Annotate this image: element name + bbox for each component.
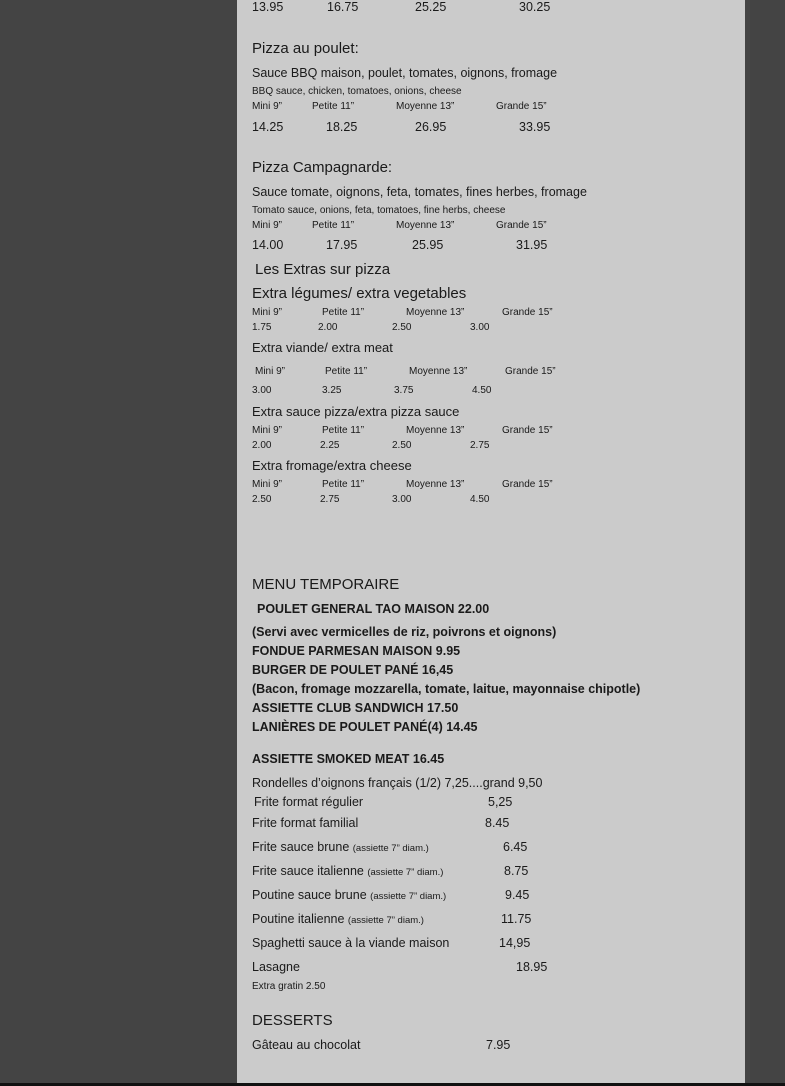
side-price: 9.45 — [505, 888, 530, 902]
side-item: Frite format régulier — [254, 795, 364, 809]
side-item-note: (assiette 7” diam.) — [347, 915, 424, 926]
side-price: 6.45 — [503, 840, 528, 854]
price: 2.00 — [252, 440, 272, 451]
side-price: 8.45 — [485, 816, 510, 830]
price: 2.00 — [318, 322, 338, 333]
side-item-note: (assiette 7” diam.) — [352, 843, 429, 854]
menu-item: ASSIETTE SMOKED MEAT 16.45 — [252, 752, 445, 766]
size-label: Grande 15” — [496, 101, 547, 112]
menu-item: LANIÈRES DE POULET PANÉ(4) 14.45 — [252, 720, 478, 734]
side-item: Frite format familial — [252, 816, 359, 830]
menu-item-note: (Bacon, fromage mozzarella, tomate, laitue, mayonnaise chipotle) — [252, 682, 641, 696]
price: 25.25 — [415, 0, 447, 14]
price: 3.00 — [470, 322, 490, 333]
price: 30.25 — [519, 0, 551, 14]
size-label: Petite 11” — [325, 366, 368, 377]
price: 33.95 — [519, 120, 551, 134]
side-item-name: Frite sauce brune — [252, 840, 350, 854]
size-label: Moyenne 13” — [406, 307, 465, 318]
size-label: Grande 15” — [505, 366, 556, 377]
size-label: Grande 15” — [502, 307, 553, 318]
side-price: 18.95 — [516, 960, 548, 974]
size-label: Mini 9” — [252, 425, 283, 436]
price: 3.25 — [322, 385, 342, 396]
price: 2.50 — [252, 494, 272, 505]
price: 3.00 — [392, 494, 412, 505]
price: 4.50 — [470, 494, 490, 505]
price: 2.75 — [470, 440, 490, 451]
price: 16.75 — [327, 0, 359, 14]
description-en: Tomato sauce, onions, feta, tomatoes, fine herbs, cheese — [252, 205, 506, 216]
side-item — [252, 889, 446, 902]
size-label: Petite 11” — [322, 425, 365, 436]
side-price: 14,95 — [499, 936, 531, 950]
side-item — [252, 865, 443, 878]
size-label: Petite 11” — [322, 307, 365, 318]
side-item — [252, 913, 424, 926]
section-title: MENU TEMPORAIRE — [252, 576, 400, 593]
menu-item: BURGER DE POULET PANÉ 16,45 — [252, 663, 454, 677]
extra-title: Extra viande/ extra meat — [252, 340, 393, 355]
side-item — [252, 841, 429, 854]
side-item: Lasagne — [252, 960, 300, 974]
price: 2.75 — [320, 494, 340, 505]
menu-item: FONDUE PARMESAN MAISON 9.95 — [252, 644, 461, 658]
side-item-note: (assiette 7” diam.) — [367, 867, 444, 878]
size-label: Grande 15” — [496, 220, 547, 231]
price: 2.50 — [392, 440, 412, 451]
price: 14.00 — [252, 238, 284, 252]
side-item: Spaghetti sauce à la viande maison — [252, 936, 450, 950]
price: 3.75 — [394, 385, 414, 396]
size-label: Petite 11” — [312, 220, 355, 231]
size-label: Moyenne 13” — [406, 425, 465, 436]
price: 13.95 — [252, 0, 284, 14]
description-en: BBQ sauce, chicken, tomatoes, onions, cheese — [252, 86, 462, 97]
side-item: Rondelles d’oignons français (1/2) 7,25....grand 9,50 — [252, 776, 543, 790]
size-label: Grande 15” — [502, 479, 553, 490]
dessert-price: 7.95 — [486, 1038, 511, 1052]
price: 2.25 — [320, 440, 340, 451]
size-label: Petite 11” — [312, 101, 355, 112]
size-label: Mini 9” — [252, 479, 283, 490]
price: 31.95 — [516, 238, 548, 252]
menu-item: ASSIETTE CLUB SANDWICH 17.50 — [252, 701, 459, 715]
size-label: Moyenne 13” — [396, 101, 455, 112]
size-label: Moyenne 13” — [406, 479, 465, 490]
size-label: Mini 9” — [255, 366, 286, 377]
description-fr: Sauce tomate, oignons, feta, tomates, fines herbes, fromage — [252, 185, 587, 199]
extra-title: Extra légumes/ extra vegetables — [252, 285, 467, 302]
side-price: 5,25 — [488, 795, 513, 809]
extra-title: Extra sauce pizza/extra pizza sauce — [252, 404, 460, 419]
side-item-name: Poutine sauce brune — [252, 888, 367, 902]
size-label: Mini 9” — [252, 220, 283, 231]
extra-gratin-note: Extra gratin 2.50 — [252, 981, 326, 992]
price: 26.95 — [415, 120, 447, 134]
dessert-item: Gâteau au chocolat — [252, 1038, 361, 1052]
price: 4.50 — [472, 385, 492, 396]
menu-item-note: (Servi avec vermicelles de riz, poivrons et oignons) — [252, 625, 557, 639]
price: 14.25 — [252, 120, 284, 134]
side-price: 11.75 — [501, 912, 532, 926]
section-title: Pizza Campagnarde: — [252, 159, 393, 176]
size-label: Moyenne 13” — [409, 366, 468, 377]
price: 3.00 — [252, 385, 272, 396]
section-title: Pizza au poulet: — [252, 40, 359, 57]
side-item-note: (assiette 7” diam.) — [370, 891, 447, 902]
menu-item: POULET GENERAL TAO MAISON 22.00 — [257, 602, 490, 616]
section-title: Les Extras sur pizza — [255, 261, 391, 278]
extra-title: Extra fromage/extra cheese — [252, 458, 412, 473]
price: 2.50 — [392, 322, 412, 333]
section-title: DESSERTS — [252, 1012, 333, 1029]
price: 1.75 — [252, 322, 272, 333]
price: 25.95 — [412, 238, 444, 252]
price: 18.25 — [326, 120, 358, 134]
side-price: 8.75 — [504, 864, 529, 878]
description-fr: Sauce BBQ maison, poulet, tomates, oignons, fromage — [252, 66, 558, 80]
side-item-name: Frite sauce italienne — [252, 864, 364, 878]
size-label: Mini 9” — [252, 101, 283, 112]
side-item-name: Poutine italienne — [252, 912, 345, 926]
size-label: Mini 9” — [252, 307, 283, 318]
size-label: Moyenne 13” — [396, 220, 455, 231]
price: 17.95 — [326, 238, 358, 252]
size-label: Petite 11” — [322, 479, 365, 490]
size-label: Grande 15” — [502, 425, 553, 436]
